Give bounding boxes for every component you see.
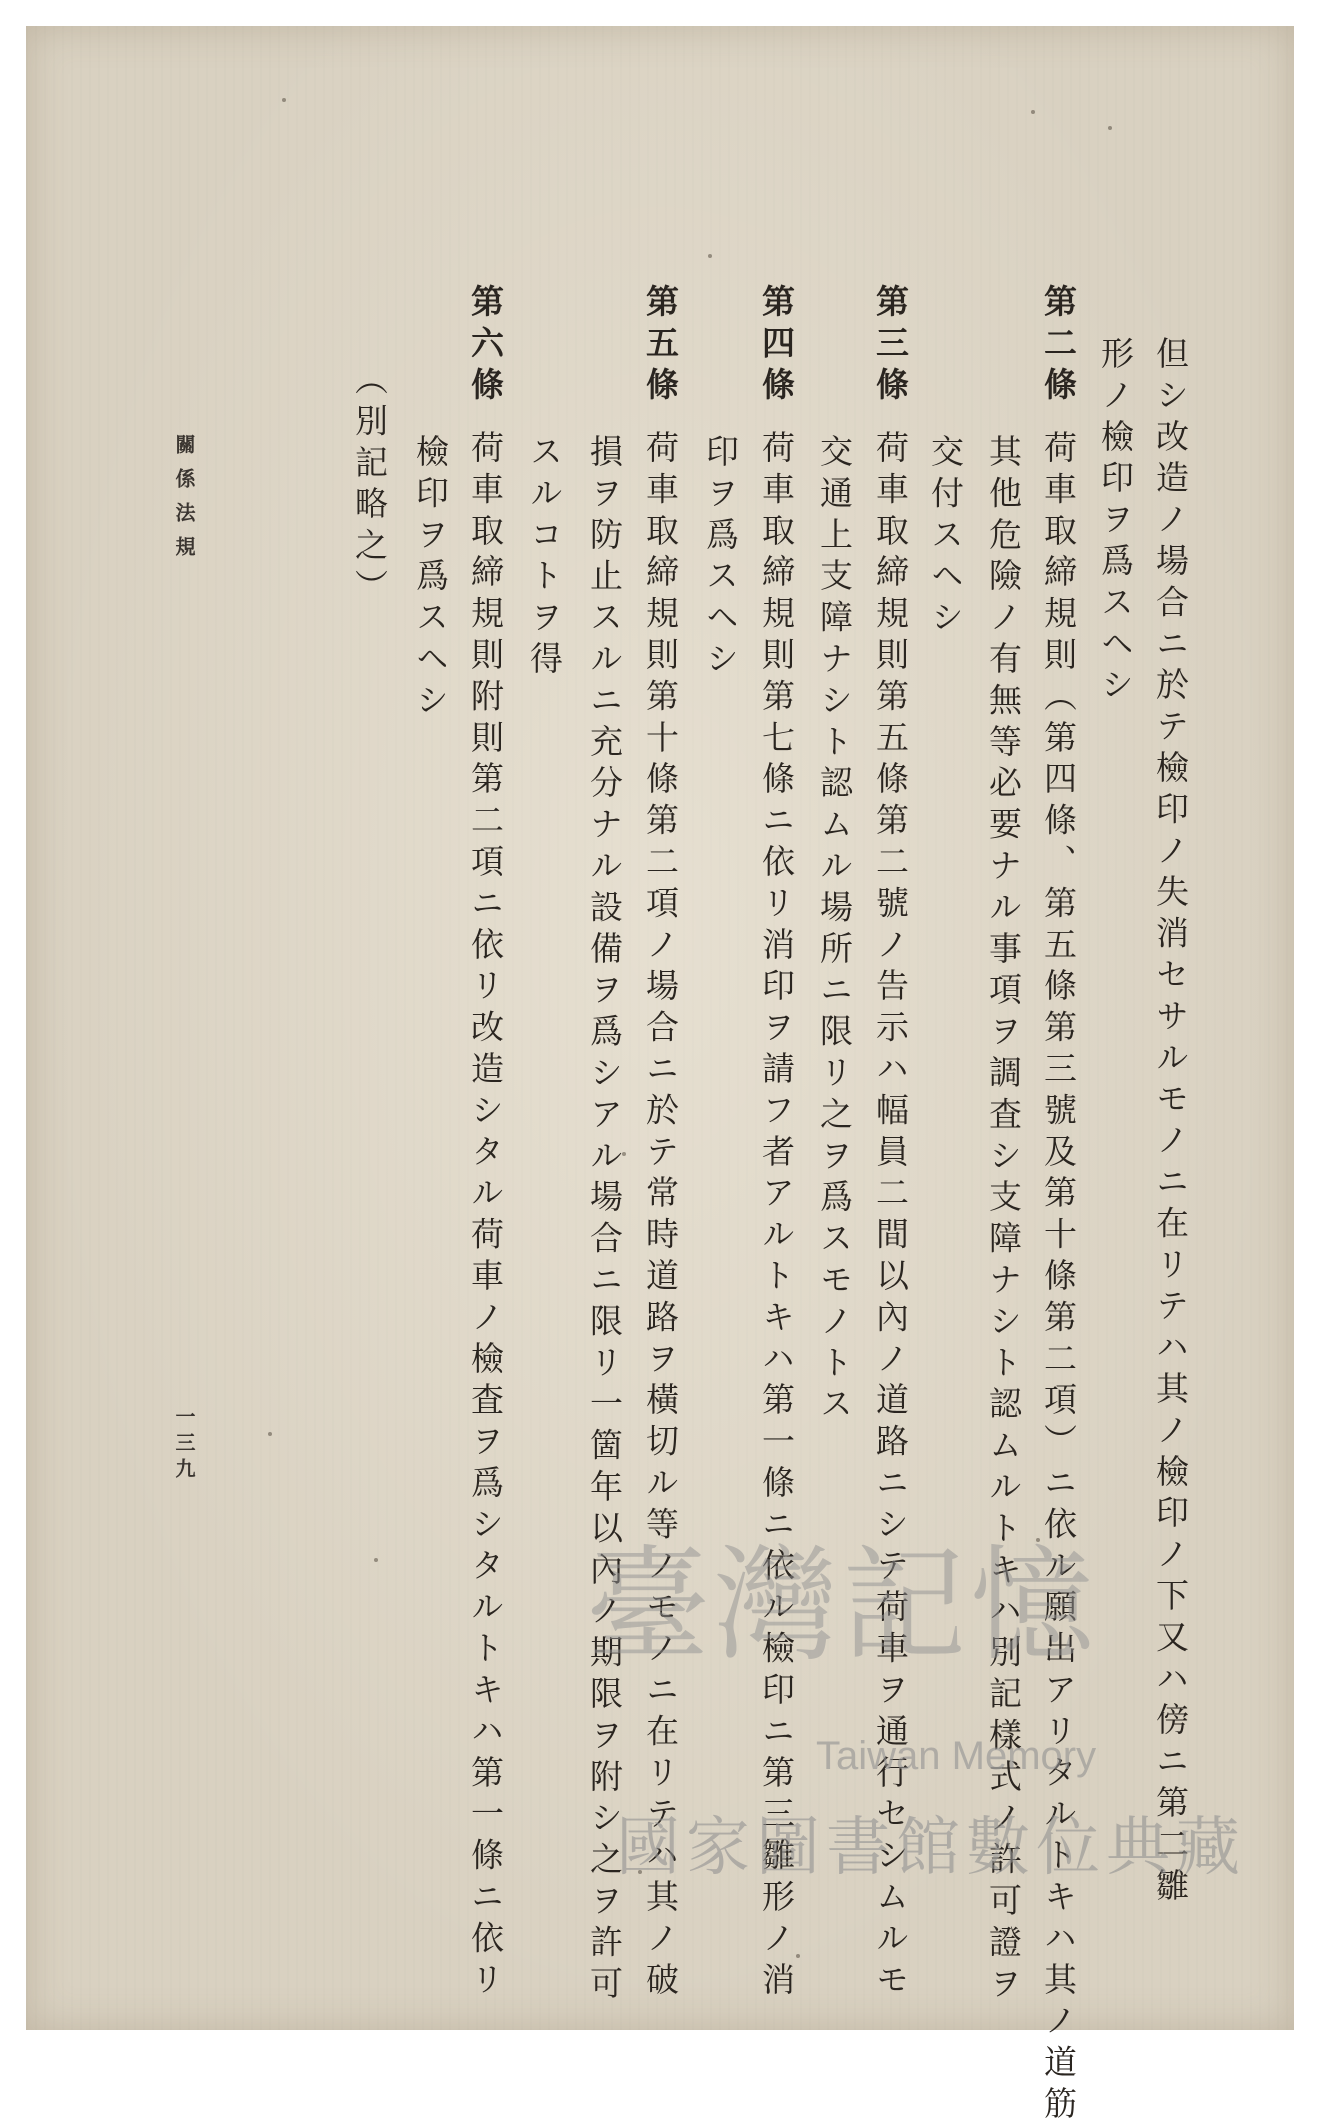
paper-speck — [282, 98, 286, 102]
column-text: 形ノ檢印ヲ爲スヘシ — [1096, 336, 1135, 709]
text-column-3 — [1039, 284, 1078, 2128]
paper-speck — [268, 1432, 272, 1436]
column-text: 損ヲ防止スルニ充分ナル設備ヲ爲シアル場合ニ限リ一箇年以內ノ期限ヲ附シ之ヲ許可 — [585, 434, 624, 2008]
column-text: 其他危險ノ有無等必要ナル事項ヲ調査シ支障ナシト認ムルトキハ別記樣式ノ許可證ヲ — [984, 434, 1023, 2008]
text-column-10 — [641, 284, 680, 2004]
column-text: スルコトヲ得 — [525, 434, 564, 683]
article-heading: 第五條 — [641, 284, 680, 409]
paper-speck — [708, 254, 712, 258]
paper-speck — [796, 1954, 800, 1958]
text-column-7 — [815, 434, 854, 1428]
watermark-english: Taiwan Memory — [816, 1734, 1097, 1778]
scanned-page — [26, 26, 1294, 2128]
text-column-15 — [350, 362, 389, 611]
paper-speck — [638, 1870, 642, 1874]
text-column-8 — [757, 284, 796, 2004]
article-heading: 第三條 — [871, 284, 910, 409]
text-column-1 — [1151, 336, 1190, 1910]
column-text: 交付スヘシ — [926, 434, 965, 641]
text-column-14 — [411, 434, 450, 724]
text-column-6 — [871, 284, 910, 2004]
column-text: 檢印ヲ爲スヘシ — [411, 434, 450, 724]
text-column-9 — [701, 434, 740, 683]
page-number: 一三九 — [172, 1406, 196, 1484]
column-text: 荷車取締規則附則第二項ニ依リ改造シタル荷車ノ檢査ヲ爲シタルトキハ第一條ニ依リ — [466, 430, 505, 2004]
column-text: （別記略之） — [350, 362, 389, 611]
column-text: 但シ改造ノ場合ニ於テ檢印ノ失消セサルモノニ在リテハ其ノ檢印ノ下又ハ傍ニ第二雛 — [1151, 336, 1190, 1910]
article-heading: 第二條 — [1039, 284, 1078, 409]
text-column-2 — [1096, 336, 1135, 709]
running-header: 關係法規 — [172, 434, 196, 570]
text-column-12 — [525, 434, 564, 683]
paper-speck — [622, 1152, 626, 1156]
column-text: 荷車取締規則第十條第二項ノ場合ニ於テ常時道路ヲ橫切ル等ノモノニ在リテハ其ノ破 — [641, 430, 680, 2004]
watermark-main: 臺灣記憶 — [586, 1534, 1099, 1678]
text-column-11 — [585, 434, 624, 2008]
text-column-5 — [926, 434, 965, 641]
column-text: 荷車取締規則第七條ニ依リ消印ヲ請フ者アルトキハ第一條ニ依ル檢印ニ第三雛形ノ消 — [757, 430, 796, 2004]
column-text: 荷車取締規則第五條第二號ノ告示ハ幅員二間以內ノ道路ニシテ荷車ヲ通行セシムルモ — [871, 430, 910, 2004]
paper-speck — [1108, 126, 1112, 130]
column-text: 印ヲ爲スヘシ — [701, 434, 740, 683]
column-text: 荷車取締規則（第四條、第五條第三號及第十條第二項）ニ依ル願出アリタルトキハ其ノ道筋 — [1039, 430, 1078, 2128]
paper-speck — [374, 1558, 378, 1562]
paper-speck — [1031, 110, 1035, 114]
column-text: 交通上支障ナシト認ムル場所ニ限リ之ヲ爲スモノトス — [815, 434, 854, 1428]
text-column-4 — [984, 434, 1023, 2008]
article-heading: 第四條 — [757, 284, 796, 409]
paper-speck — [1036, 1538, 1040, 1542]
text-column-13 — [466, 284, 505, 2004]
article-heading: 第六條 — [466, 284, 505, 409]
watermark-sub: 國家圖書館數位典藏 — [616, 1811, 1246, 1885]
